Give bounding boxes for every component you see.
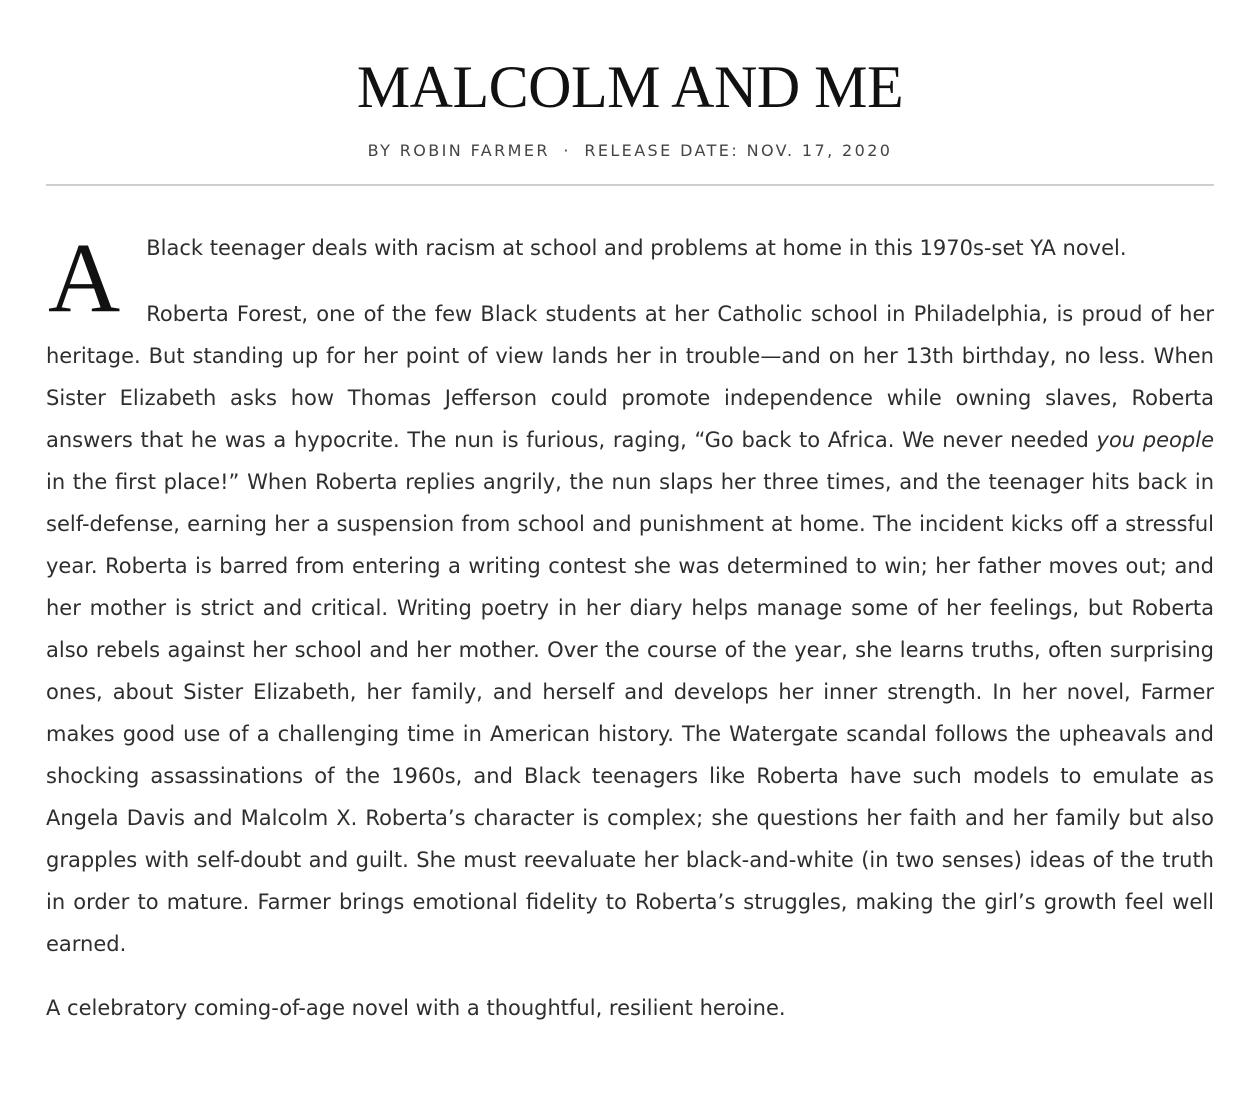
release-date: RELEASE DATE: NOV. 17, 2020	[584, 141, 893, 160]
body-text-part-2: in the first place!” When Roberta replies angrily, the nun slaps her three times, and the teenager hits back in self-defense, earning her a suspension from school and punishment at home. The incident kicks off a stressful year. Roberta is barred from entering a writing contest she was determined to win; her father moves out; and her mother is strict and critical. Writing poetry in her diary helps manage some of her feelings, but Roberta also rebels against her school and her mother. Over the course of the year, she learns truths, often surprising ones, about Sister Elizabeth, her family, and herself and develops her inner strength. In her novel, Farmer makes good use of a challenging time in American history. The Watergate scandal follows the upheavals and shocking assassinations of the 1960s, and Black teenagers like Roberta have such models to emulate as Angela Davis and Malcolm X. Roberta’s character is complex; she questions her faith and her family but also grapples with self-doubt and guilt. She must reevaluate her black-and-white (in two senses) ideas of the truth in order to mature. Farmer brings emotional fidelity to Roberta’s struggles, making the girl’s growth feel well earned.	[46, 470, 1214, 956]
review-body	[46, 222, 1214, 1029]
review-paragraph	[46, 293, 1214, 965]
byline	[46, 141, 1214, 160]
book-header	[46, 0, 1214, 160]
review-verdict: A celebratory coming-of-age novel with a thoughtful, resilient heroine.	[46, 996, 786, 1020]
author-line: BY ROBIN FARMER	[367, 141, 550, 160]
book-title: MALCOLM AND ME	[356, 54, 904, 120]
body-text-part-1: Roberta Forest, one of the few Black students at her Catholic school in Philadelphia, is proud of her heritage. But standing up for her point of view lands her in trouble—and on her 13th birthday, no less. When Sister Elizabeth asks how Thomas Jefferson could promote independence while owning slaves, Roberta answers that he was a hypocrite. The nun is furious, raging, “Go back to Africa. We never needed	[46, 302, 1214, 452]
byline-separator: ·	[563, 141, 571, 160]
lead-text: Black teenager deals with racism at school and problems at home in this 1970s-set YA novel.	[146, 236, 1127, 260]
review-lead	[46, 227, 1214, 269]
drop-cap: A	[48, 222, 121, 333]
header-divider	[46, 184, 1214, 186]
emphasized-phrase: you people	[1096, 428, 1214, 452]
